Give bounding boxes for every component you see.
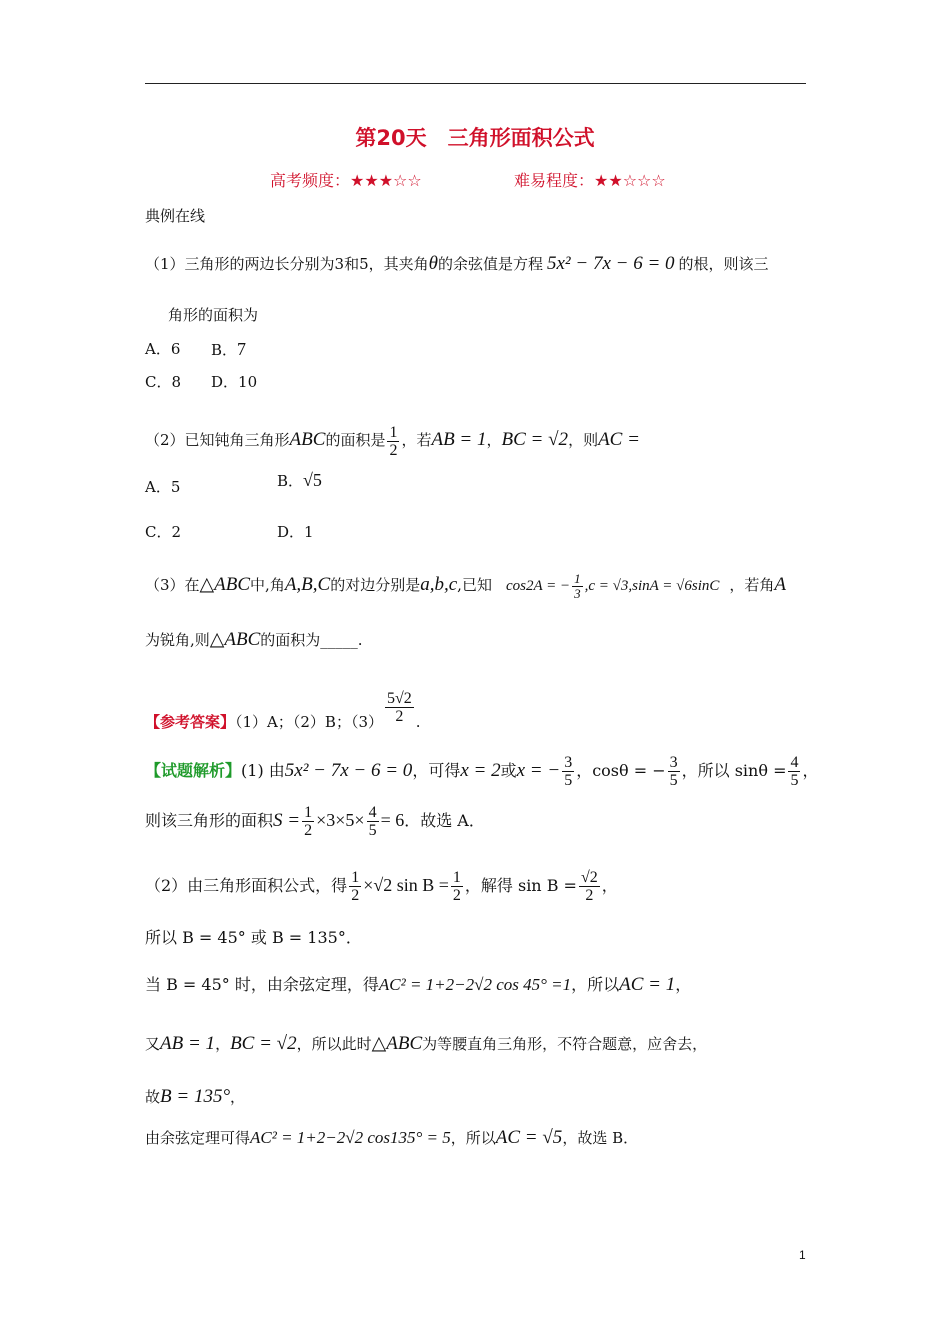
question-1-option-a: A．6 — [145, 340, 181, 358]
question-2-option-b: B．√5 — [277, 470, 322, 490]
analysis-line-8: 由余弦定理可得AC² = 1+2−2√2 cos135° = 5，所以AC = √5，故选 B． — [145, 1127, 639, 1148]
question-2-option-c: C．2 — [145, 523, 182, 541]
analysis-line-7: 故B = 135°， — [145, 1086, 246, 1107]
question-3-line-2: 为锐角,则△ABC的面积为_____. — [145, 629, 363, 650]
analysis-line-6: 又AB = 1，BC = √2，所以此时△ABC为等腰直角三角形，不符合题意，应舍去， — [145, 1033, 708, 1054]
question-3-line-1: （3）在△ABC中,角A,B,C的对边分别是a,b,c,已知 cos2A = − $\frac{1}{3}$ ,c = √3,sinA = √6sinC ，若角A — [145, 571, 786, 602]
fraction-half: $\frac{1}{2}$ — [389, 423, 398, 459]
analysis-line-1: 【试题解析】(1) 由5x² − 7x − 6 = 0，可得x = 2或x = − $\frac{3}{5}$ ，cosθ = − $\frac{3}{5}$ ，所以 sinθ = $\frac{4}{5}$ ， — [145, 754, 819, 789]
reference-answer: 【参考答案】（1）A；（2）B；（3） $\frac{5√2}{2}$ . — [145, 690, 421, 731]
analysis-line-3: （2）由三角形面积公式，得 $\frac{1}{2}$ ×√2 sin B = $\frac{1}{2}$ ，解得 sin B = $\frac{√2}{2}$ ， — [145, 869, 618, 904]
question-1-option-d: D．10 — [211, 373, 258, 391]
question-2-line: （2）已知钝角三角形ABC的面积是 $\frac{1}{2}$ ，若AB = 1，BC = √2，则AC = — [145, 423, 640, 459]
analysis-line-4: 所以 B = 45° 或 B = 135°． — [145, 928, 362, 947]
theta-symbol: θ — [428, 253, 438, 274]
analysis-label: 【试题解析】 — [145, 761, 242, 780]
header-rule — [145, 83, 806, 84]
page-title: 第20天 三角形面积公式 — [355, 126, 595, 150]
section-heading: 典例在线 — [145, 207, 206, 225]
question-2-option-a: A．5 — [145, 478, 181, 496]
analysis-line-2: 则该三角形的面积S = $\frac{1}{2}$ ×3×5× $\frac{4}{5}$ = 6．故选 A． — [145, 804, 485, 839]
given-condition: cos2A = − $\frac{1}{3}$ ,c = √3,sinA = √6sinC — [505, 571, 720, 602]
answer-label: 【参考答案】 — [145, 713, 236, 731]
question-2-option-d: D．1 — [277, 523, 314, 541]
question-1-option-c: C．8 — [145, 373, 182, 391]
analysis-line-5: 当 B = 45° 时，由余弦定理，得AC² = 1+2−2√2 cos 45° =1，所以AC = 1， — [145, 974, 692, 995]
quadratic-equation: 5x² − 7x − 6 = 0 — [547, 253, 675, 274]
question-1-option-b: B．7 — [211, 339, 247, 359]
difficulty-rating: 难易程度：★★☆☆☆ — [514, 171, 666, 190]
page-number: 1 — [799, 1248, 806, 1262]
question-1-line-1: （1）三角形的两边长分别为3和5，其夹角θ的余弦值是方程 5x² − 7x − 6 = 0 的根，则该三 — [145, 253, 769, 274]
question-1-line-2: 角形的面积为 — [168, 306, 259, 324]
frequency-rating: 高考频度：★★★☆☆ — [270, 171, 422, 190]
